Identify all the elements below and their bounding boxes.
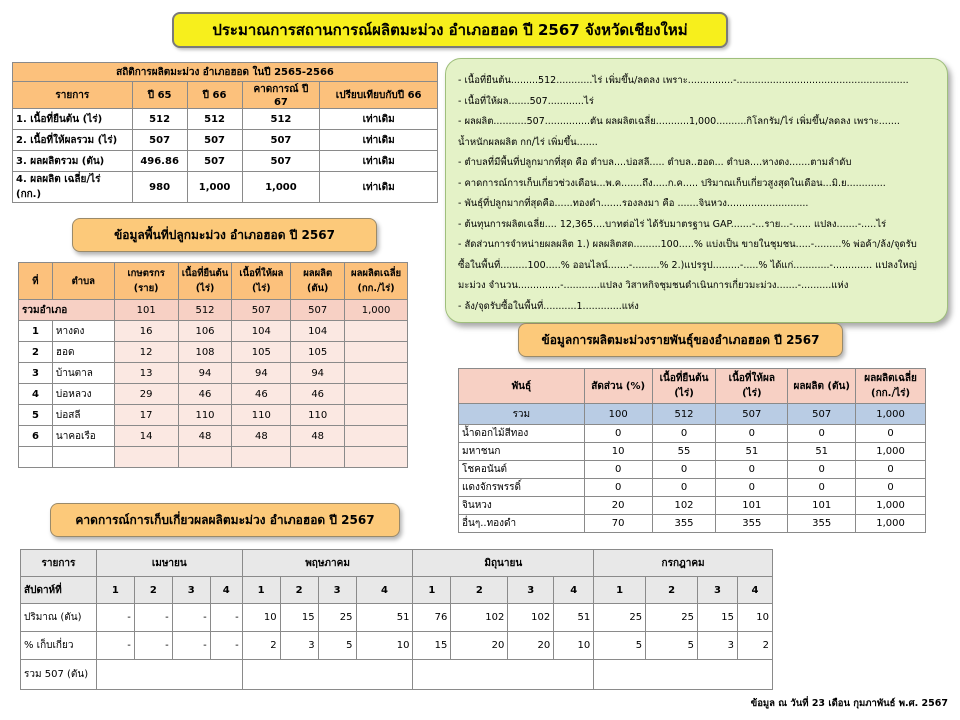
area-blank-cell	[114, 447, 178, 468]
variety-cell: 0	[716, 461, 788, 479]
harvest-value-cell: -	[210, 632, 242, 660]
area-cell: 1	[19, 321, 53, 342]
variety-cell: 355	[788, 515, 856, 533]
variety-row	[459, 461, 926, 479]
variety-total-cell: 507	[716, 404, 788, 425]
harvest-value-cell: 25	[318, 604, 356, 632]
harvest-total-cell	[594, 660, 773, 690]
area-cell: 104	[232, 321, 291, 342]
variety-header-cell: เนื้อที่ยืนต้น (ไร่)	[652, 369, 716, 404]
harvest-week-cell: 3	[508, 577, 554, 604]
variety-total-cell: 100	[584, 404, 652, 425]
area-cell: 110	[232, 405, 291, 426]
summary-note-item: มะม่วง จำนวน..............-............แปลง วิสาหกิจชุมชนดำเนินการเกี่ยวมะม่วง.......-..........แห่ง	[458, 280, 849, 291]
area-row	[19, 384, 408, 405]
harvest-value-cell: 3	[280, 632, 318, 660]
variety-header-cell: สัดส่วน (%)	[584, 369, 652, 404]
harvest-value-cell: 51	[554, 604, 594, 632]
harvest-value-cell: 2	[737, 632, 772, 660]
area-header-cell: ที่	[19, 263, 53, 300]
stats-cell: 507	[242, 151, 320, 172]
harvest-value-cell: 5	[318, 632, 356, 660]
stats-cell: 512	[242, 109, 320, 130]
variety-row	[459, 443, 926, 461]
variety-header-cell: พันธุ์	[459, 369, 585, 404]
stats-table	[12, 62, 438, 203]
variety-cell: 1,000	[856, 515, 926, 533]
area-blank-row	[19, 447, 408, 468]
harvest-week-cell: 4	[737, 577, 772, 604]
area-cell: 110	[178, 405, 232, 426]
area-header-row	[19, 263, 408, 300]
summary-note-item: - ตำบลที่มีพื้นที่ปลูกมากที่สุด คือ ตำบล....บ่อสลี..... ตำบล..ฮอด... ตำบล....หางดง.......ตามลำดับ	[458, 157, 852, 168]
variety-cell: 101	[716, 497, 788, 515]
variety-cell: 355	[716, 515, 788, 533]
summary-note-item: - เนื้อที่ยืนต้น.........512............ไร่ เพิ่มขึ้น/ลดลง เพราะ...............-.........................................................	[458, 75, 909, 86]
variety-cell: 0	[652, 425, 716, 443]
harvest-week-cell: 4	[356, 577, 413, 604]
variety-row	[459, 425, 926, 443]
variety-total-row	[459, 404, 926, 425]
stats-row	[13, 130, 438, 151]
area-cell: 94	[232, 363, 291, 384]
area-total-cell: 507	[232, 300, 291, 321]
harvest-value-cell: -	[96, 604, 134, 632]
area-cell: 46	[291, 384, 345, 405]
area-cell: 2	[19, 342, 53, 363]
area-blank-cell	[19, 447, 53, 468]
stats-cell: 4. ผลผลิต เฉลี่ย/ไร่ (กก.)	[13, 172, 133, 203]
area-cell: นาคอเรือ	[52, 426, 114, 447]
area-cell: 48	[178, 426, 232, 447]
harvest-value-cell: 15	[698, 604, 738, 632]
stats-cell: 3. ผลผลิตรวม (ตัน)	[13, 151, 133, 172]
stats-cell: 512	[132, 109, 187, 130]
variety-cell: 51	[788, 443, 856, 461]
harvest-week-cell: 2	[451, 577, 508, 604]
harvest-value-cell: 76	[413, 604, 451, 632]
harvest-value-cell: 102	[508, 604, 554, 632]
harvest-value-cell: -	[210, 604, 242, 632]
variety-banner	[518, 323, 843, 357]
area-blank-cell	[178, 447, 232, 468]
variety-cell: 0	[788, 479, 856, 497]
harvest-total-cell	[96, 660, 242, 690]
variety-cell: 0	[584, 479, 652, 497]
harvest-value-cell: -	[134, 604, 172, 632]
area-blank-cell	[291, 447, 345, 468]
stats-cell: 507	[187, 130, 242, 151]
variety-cell: 0	[856, 461, 926, 479]
area-cell: 29	[114, 384, 178, 405]
stats-cell: 1,000	[242, 172, 320, 203]
harvest-row	[21, 604, 773, 632]
area-table	[18, 262, 408, 468]
area-cell: บ้านตาล	[52, 363, 114, 384]
variety-header-row	[459, 369, 926, 404]
variety-banner-label: ข้อมูลการผลิตมะม่วงรายพันธุ์ของอำเภอฮอด ปี 2567	[541, 333, 820, 347]
area-cell	[345, 426, 408, 447]
area-blank-cell	[52, 447, 114, 468]
stats-cell: 507	[242, 130, 320, 151]
stats-cell: 507	[187, 151, 242, 172]
area-total-row	[19, 300, 408, 321]
variety-table	[458, 368, 926, 533]
area-row	[19, 405, 408, 426]
area-total-cell: 101	[114, 300, 178, 321]
stats-header-cell: ปี 65	[132, 82, 187, 109]
area-header-cell: ผลผลิตเฉลี่ย (กก./ไร่)	[345, 263, 408, 300]
harvest-week-cell: 2	[646, 577, 698, 604]
data-date-footer: ข้อมูล ณ วันที่ 23 เดือน กุมภาพันธ์ พ.ศ. 2567	[750, 698, 948, 709]
variety-cell: 0	[856, 479, 926, 497]
summary-note-item: - สัดส่วนการจำหน่ายผลผลิต 1.) ผลผลิตสด.........100.....% แบ่งเป็น ขายในชุมชน.....-.........% พ่อค้า/ล้ง/จุดรับ	[458, 239, 917, 250]
area-row	[19, 321, 408, 342]
variety-cell: 0	[584, 461, 652, 479]
stats-header-cell: ปี 66	[187, 82, 242, 109]
stats-row	[13, 109, 438, 130]
variety-header-cell: ผลผลิตเฉลี่ย (กก./ไร่)	[856, 369, 926, 404]
area-cell: 46	[178, 384, 232, 405]
stats-cell: เท่าเดิม	[320, 109, 438, 130]
summary-note-item: - คาดการณ์การเก็บเกี่ยวช่วงเดือน...พ.ค.......ถึง.....ก.ค..... ปริมาณเก็บเกี่ยวสูงสุดในเดือน...มิ.ย.............	[458, 177, 886, 189]
harvest-month-cell: พฤษภาคม	[242, 550, 413, 577]
area-banner-label: ข้อมูลพื้นที่ปลูกมะม่วง อำเภอฮอด ปี 2567	[114, 228, 335, 242]
variety-cell: 101	[788, 497, 856, 515]
area-row	[19, 426, 408, 447]
harvest-total-label: รวม 507 (ตัน)	[21, 660, 97, 690]
stats-cell: 512	[187, 109, 242, 130]
harvest-week-cell: 1	[594, 577, 646, 604]
area-cell: บ่อสลี	[52, 405, 114, 426]
harvest-row	[21, 632, 773, 660]
variety-total-cell: 512	[652, 404, 716, 425]
variety-cell: 20	[584, 497, 652, 515]
area-cell: 3	[19, 363, 53, 384]
harvest-table	[20, 549, 773, 690]
area-cell: 105	[232, 342, 291, 363]
harvest-value-cell: 5	[646, 632, 698, 660]
summary-notes-list	[446, 59, 947, 317]
stats-header-cell: รายการ	[13, 82, 133, 109]
harvest-row-label: ปริมาณ (ตัน)	[21, 604, 97, 632]
stats-cell: 980	[132, 172, 187, 203]
harvest-week-cell: 4	[210, 577, 242, 604]
area-cell: 6	[19, 426, 53, 447]
area-cell: 48	[232, 426, 291, 447]
variety-cell: 0	[788, 461, 856, 479]
variety-total-cell: รวม	[459, 404, 585, 425]
harvest-value-cell: 25	[646, 604, 698, 632]
stats-caption: สถิติการผลิตมะม่วง อำเภอฮอด ในปี 2565-2566	[13, 63, 438, 82]
area-cell: 46	[232, 384, 291, 405]
area-cell: 13	[114, 363, 178, 384]
stats-cell: 2. เนื้อที่ให้ผลรวม (ไร่)	[13, 130, 133, 151]
area-total-cell: 1,000	[345, 300, 408, 321]
stats-row	[13, 151, 438, 172]
variety-cell: 10	[584, 443, 652, 461]
harvest-value-cell: -	[96, 632, 134, 660]
stats-cell: 496.86	[132, 151, 187, 172]
variety-cell: 0	[788, 425, 856, 443]
variety-row	[459, 497, 926, 515]
harvest-value-cell: 102	[451, 604, 508, 632]
area-cell: 4	[19, 384, 53, 405]
variety-cell: โชคอนันต์	[459, 461, 585, 479]
variety-cell: 0	[652, 479, 716, 497]
page-title-banner	[172, 12, 728, 48]
harvest-week-row	[21, 577, 773, 604]
harvest-value-cell: 15	[413, 632, 451, 660]
area-cell: 108	[178, 342, 232, 363]
area-cell: 14	[114, 426, 178, 447]
variety-total-cell: 1,000	[856, 404, 926, 425]
variety-header-cell: เนื้อที่ให้ผล (ไร่)	[716, 369, 788, 404]
summary-note-item: - ล้ง/จุดรับซื้อในพื้นที่...........1.............แห่ง	[458, 300, 639, 312]
variety-cell: 0	[716, 479, 788, 497]
harvest-month-cell: เมษายน	[96, 550, 242, 577]
harvest-banner	[50, 503, 400, 537]
area-row	[19, 363, 408, 384]
stats-header-cell: คาดการณ์ ปี 67	[242, 82, 320, 109]
area-blank-cell	[345, 447, 408, 468]
harvest-week-cell: 4	[554, 577, 594, 604]
variety-cell: 55	[652, 443, 716, 461]
area-blank-cell	[232, 447, 291, 468]
harvest-value-cell: -	[172, 632, 210, 660]
variety-cell: 0	[716, 425, 788, 443]
area-cell: 48	[291, 426, 345, 447]
harvest-week-cell: 1	[96, 577, 134, 604]
harvest-total-cell	[413, 660, 594, 690]
variety-cell: 51	[716, 443, 788, 461]
variety-cell: มหาชนก	[459, 443, 585, 461]
summary-notes-box	[445, 58, 948, 323]
harvest-value-cell: 5	[594, 632, 646, 660]
area-cell: 106	[178, 321, 232, 342]
harvest-value-cell: 25	[594, 604, 646, 632]
area-cell: หางดง	[52, 321, 114, 342]
area-cell: บ่อหลวง	[52, 384, 114, 405]
harvest-week-cell: 3	[698, 577, 738, 604]
harvest-week-cell: 1	[242, 577, 280, 604]
area-cell	[345, 384, 408, 405]
harvest-week-cell: 3	[318, 577, 356, 604]
area-total-cell: 507	[291, 300, 345, 321]
area-cell: 104	[291, 321, 345, 342]
harvest-week-cell: 1	[413, 577, 451, 604]
variety-cell: น้ำดอกไม้สีทอง	[459, 425, 585, 443]
harvest-value-cell: 51	[356, 604, 413, 632]
area-cell: 17	[114, 405, 178, 426]
area-cell: 105	[291, 342, 345, 363]
harvest-week-cell: 2	[280, 577, 318, 604]
summary-note-item: - เนื้อที่ให้ผล.......507............ไร่	[458, 95, 594, 107]
stats-cell: เท่าเดิม	[320, 151, 438, 172]
area-cell	[345, 321, 408, 342]
harvest-total-row	[21, 660, 773, 690]
area-cell: 110	[291, 405, 345, 426]
variety-cell: อื่นๆ..ทองดำ	[459, 515, 585, 533]
harvest-value-cell: -	[134, 632, 172, 660]
variety-cell: 102	[652, 497, 716, 515]
area-cell: 16	[114, 321, 178, 342]
stats-cell: 1. เนื้อที่ยืนต้น (ไร่)	[13, 109, 133, 130]
variety-row	[459, 479, 926, 497]
area-cell: ฮอด	[52, 342, 114, 363]
summary-note-item: - พันธุ์ที่ปลูกมากที่สุดคือ......ทองดำ.......รองลงมา คือ .......จินหวง...........................	[458, 198, 809, 209]
harvest-value-cell: 10	[242, 604, 280, 632]
area-header-cell: เนื้อที่ให้ผล (ไร่)	[232, 263, 291, 300]
variety-header-cell: ผลผลิต (ตัน)	[788, 369, 856, 404]
harvest-week-label: สัปดาห์ที่	[21, 577, 97, 604]
area-cell: 94	[178, 363, 232, 384]
area-cell: 12	[114, 342, 178, 363]
harvest-value-cell: 15	[280, 604, 318, 632]
harvest-list-label: รายการ	[21, 550, 97, 577]
harvest-value-cell: 10	[554, 632, 594, 660]
variety-cell: 70	[584, 515, 652, 533]
stats-cell: 1,000	[187, 172, 242, 203]
harvest-banner-label: คาดการณ์การเก็บเกี่ยวผลผลิตมะม่วง อำเภอฮอด ปี 2567	[75, 513, 375, 527]
harvest-value-cell: 2	[242, 632, 280, 660]
stats-cell: เท่าเดิม	[320, 130, 438, 151]
variety-cell: 1,000	[856, 443, 926, 461]
harvest-value-cell: -	[172, 604, 210, 632]
summary-note-item: น้ำหนักผลผลิต กก/ไร่ เพิ่มขึ้น.......	[458, 136, 598, 148]
harvest-value-cell: 20	[508, 632, 554, 660]
area-total-cell: 512	[178, 300, 232, 321]
area-row	[19, 342, 408, 363]
harvest-month-row	[21, 550, 773, 577]
stats-cell: เท่าเดิม	[320, 172, 438, 203]
area-cell	[345, 363, 408, 384]
area-cell	[345, 342, 408, 363]
variety-cell: 0	[584, 425, 652, 443]
harvest-total-cell	[242, 660, 413, 690]
harvest-value-cell: 10	[737, 604, 772, 632]
summary-note-item: - ผลผลิต...........507...............ตัน ผลผลิตเฉลี่ย...........1,000..........กิโลกรัม/ไร่ เพิ่มขึ้น/ลดลง เพราะ.......	[458, 116, 900, 127]
area-header-cell: เกษตรกร (ราย)	[114, 263, 178, 300]
area-cell	[345, 405, 408, 426]
harvest-value-cell: 20	[451, 632, 508, 660]
variety-cell: 355	[652, 515, 716, 533]
area-total-cell: รวมอำเภอ	[19, 300, 115, 321]
variety-row	[459, 515, 926, 533]
summary-note-item: ซื้อในพื้นที่.........100.....% ออนไลน์.......-.........% 2.)แปรรูป.........-.....% ได้แก่............-............. แปลงใหญ่	[458, 259, 917, 271]
area-header-cell: เนื้อที่ยืนต้น (ไร่)	[178, 263, 232, 300]
harvest-month-cell: กรกฎาคม	[594, 550, 773, 577]
variety-total-cell: 507	[788, 404, 856, 425]
harvest-month-cell: มิถุนายน	[413, 550, 594, 577]
harvest-row-label: % เก็บเกี่ยว	[21, 632, 97, 660]
page-title: ประมาณการสถานการณ์ผลิตมะม่วง อำเภอฮอด ปี 2567 จังหวัดเชียงใหม่	[212, 21, 688, 39]
variety-cell: จินหวง	[459, 497, 585, 515]
area-header-cell: ตำบล	[52, 263, 114, 300]
stats-row	[13, 172, 438, 203]
harvest-value-cell: 3	[698, 632, 738, 660]
area-header-cell: ผลผลิต (ตัน)	[291, 263, 345, 300]
area-cell: 5	[19, 405, 53, 426]
stats-cell: 507	[132, 130, 187, 151]
variety-cell: 1,000	[856, 497, 926, 515]
variety-cell: แดงจักรพรรดิ์	[459, 479, 585, 497]
harvest-week-cell: 3	[172, 577, 210, 604]
area-banner	[72, 218, 377, 252]
harvest-value-cell: 10	[356, 632, 413, 660]
variety-cell: 0	[652, 461, 716, 479]
summary-note-item: - ต้นทุนการผลิตเฉลี่ย.... 12,365....บาทต่อไร่ ได้รับมาตรฐาน GAP.......-...ราย...-...... แปลง.......-.....ไร่	[458, 218, 887, 230]
variety-cell: 0	[856, 425, 926, 443]
stats-header-cell: เปรียบเทียบกับปี 66	[320, 82, 438, 109]
area-cell: 94	[291, 363, 345, 384]
harvest-week-cell: 2	[134, 577, 172, 604]
